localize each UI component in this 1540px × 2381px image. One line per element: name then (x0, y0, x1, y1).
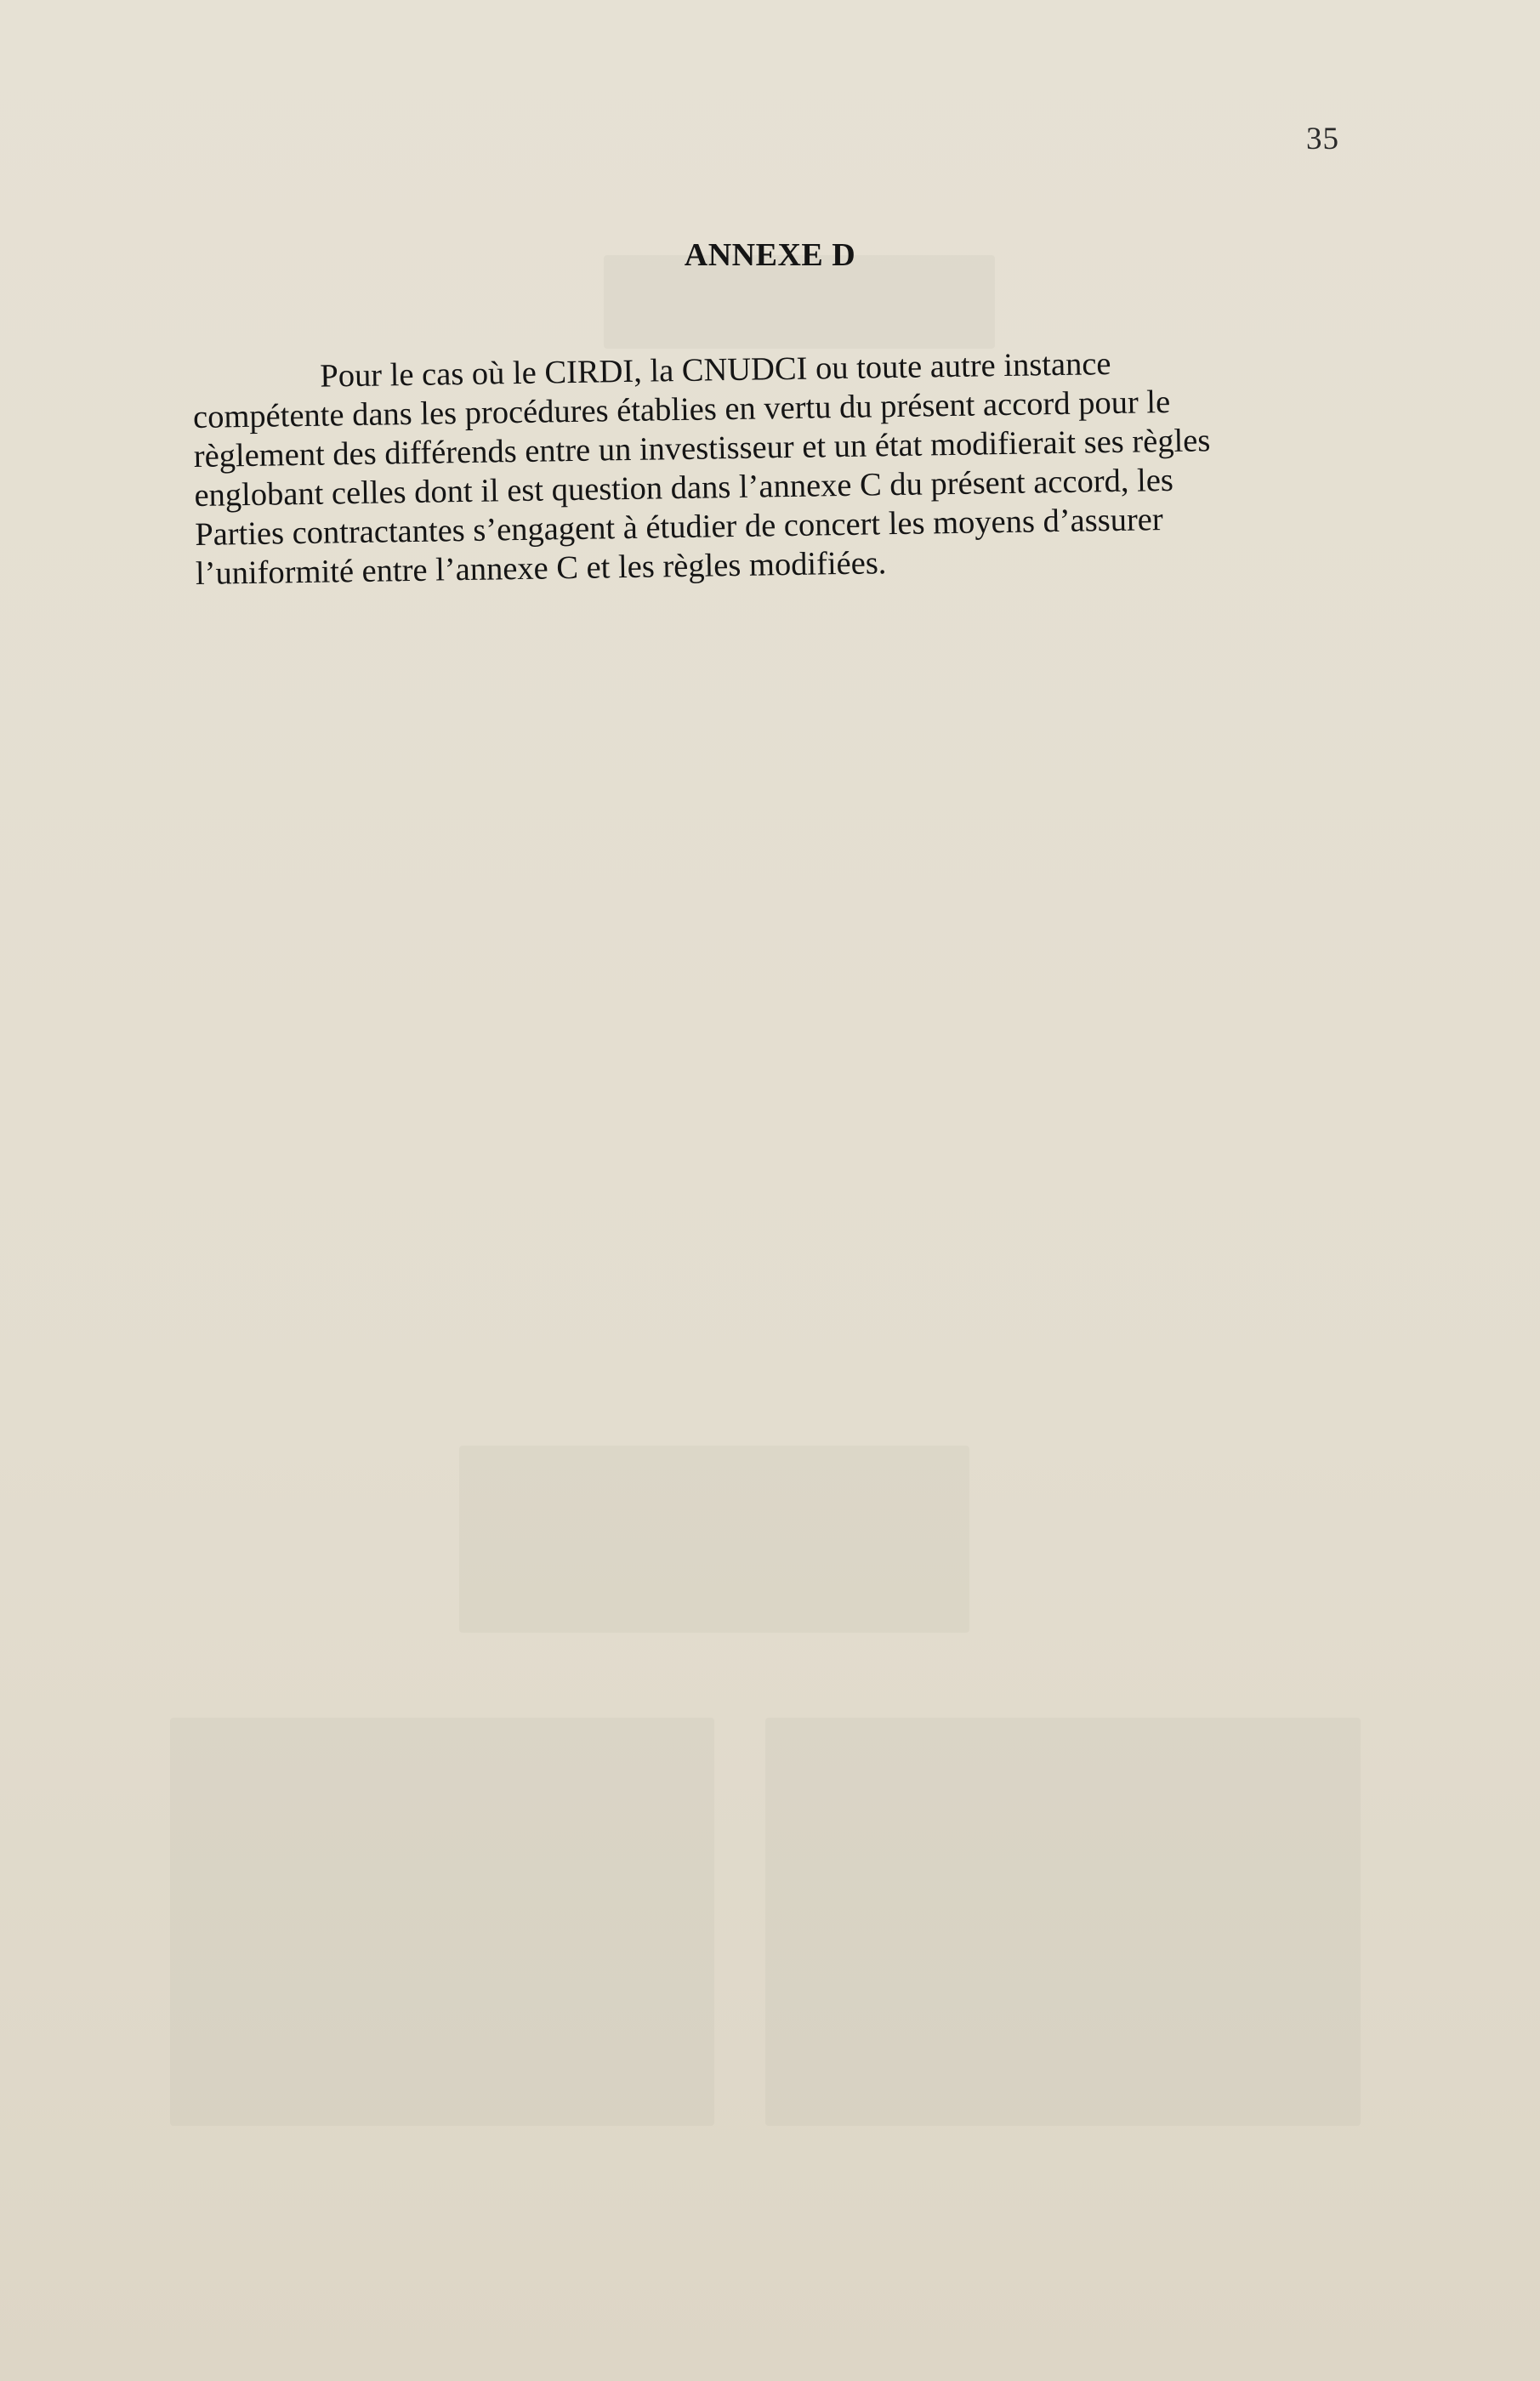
show-through-block-left (170, 1718, 714, 2126)
annex-paragraph (192, 341, 1335, 594)
show-through-block-right (765, 1718, 1361, 2126)
show-through-block-upper (459, 1446, 969, 1633)
paragraph-line: l’uniformité entre l’annexe C et les règles modifiées. (195, 545, 887, 592)
paragraph-line: Parties contractantes s’engagent à étudier de concert les moyens d’assurer (194, 502, 1163, 553)
paragraph-line: règlement des différends entre un investisseur et un état modifierait ses règles (193, 423, 1211, 474)
paragraph-line: Pour le cas où le CIRDI, la CNUDCI ou toute autre instance (320, 346, 1111, 395)
paragraph-line: compétente dans les procédures établies en vertu du présent accord pour le (192, 384, 1171, 435)
page-number: 35 (1306, 122, 1339, 156)
paragraph-line: englobant celles dont il est question dans l’annexe C du présent accord, les (194, 462, 1174, 514)
annex-title: ANNEXE D (684, 237, 856, 273)
